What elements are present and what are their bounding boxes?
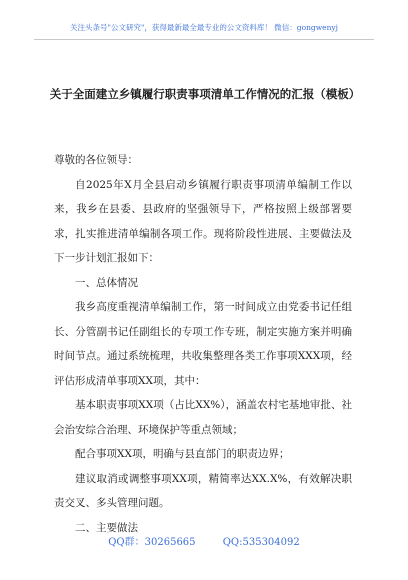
paragraph-basic-duties: 基本职责事项XX项（占比XX%），涵盖农村宅基地审批、社会治安综合治理、环境保护等重点领域； bbox=[54, 399, 352, 436]
paragraph-adjustment-items: 建议取消或调整事项XX项，精简率达XX.X%，有效解决职责交叉、多头管理问题。 bbox=[54, 472, 352, 509]
section-heading-methods: 二、主要做法 bbox=[75, 521, 138, 534]
paragraph-cooperation-items: 配合事项XX项，明确与县直部门的职责边界； bbox=[75, 448, 290, 460]
paragraph-overview: 我乡高度重视清单编制工作，第一时间成立由党委书记任组长、分管副书记任副组长的专项工作专班，制定实施方案并明确时间节点。通过系统梳理，共收集整理各类工作事项XXX项，经评估形成清单事项XX项，其中： bbox=[54, 301, 352, 387]
footer-qq-group: QQ群：30265665 bbox=[108, 537, 196, 548]
footer-contacts bbox=[0, 533, 408, 548]
document-body bbox=[54, 148, 352, 540]
salutation: 尊敬的各位领导： bbox=[54, 154, 138, 166]
header-divider bbox=[34, 39, 374, 40]
footer-qq-number: QQ:535304092 bbox=[222, 537, 300, 548]
paragraph-intro: 自2025年X月全县启动乡镇履行职责事项清单编制工作以来，我乡在县委、县政府的坚强领导下，严格按照上级部署要求，扎实推进清单编制各项工作。现将阶段性进展、主要做法及下一步计划汇报如下： bbox=[54, 178, 352, 264]
header-note: 关注头条号"公文研究"，获得最新最全最专业的公文资料库！ 微信：gongwenyj bbox=[70, 23, 338, 32]
document-title: 关于全面建立乡镇履行职责事项清单工作情况的汇报（模板） bbox=[49, 87, 361, 101]
section-heading-overview: 一、总体情况 bbox=[75, 276, 138, 289]
